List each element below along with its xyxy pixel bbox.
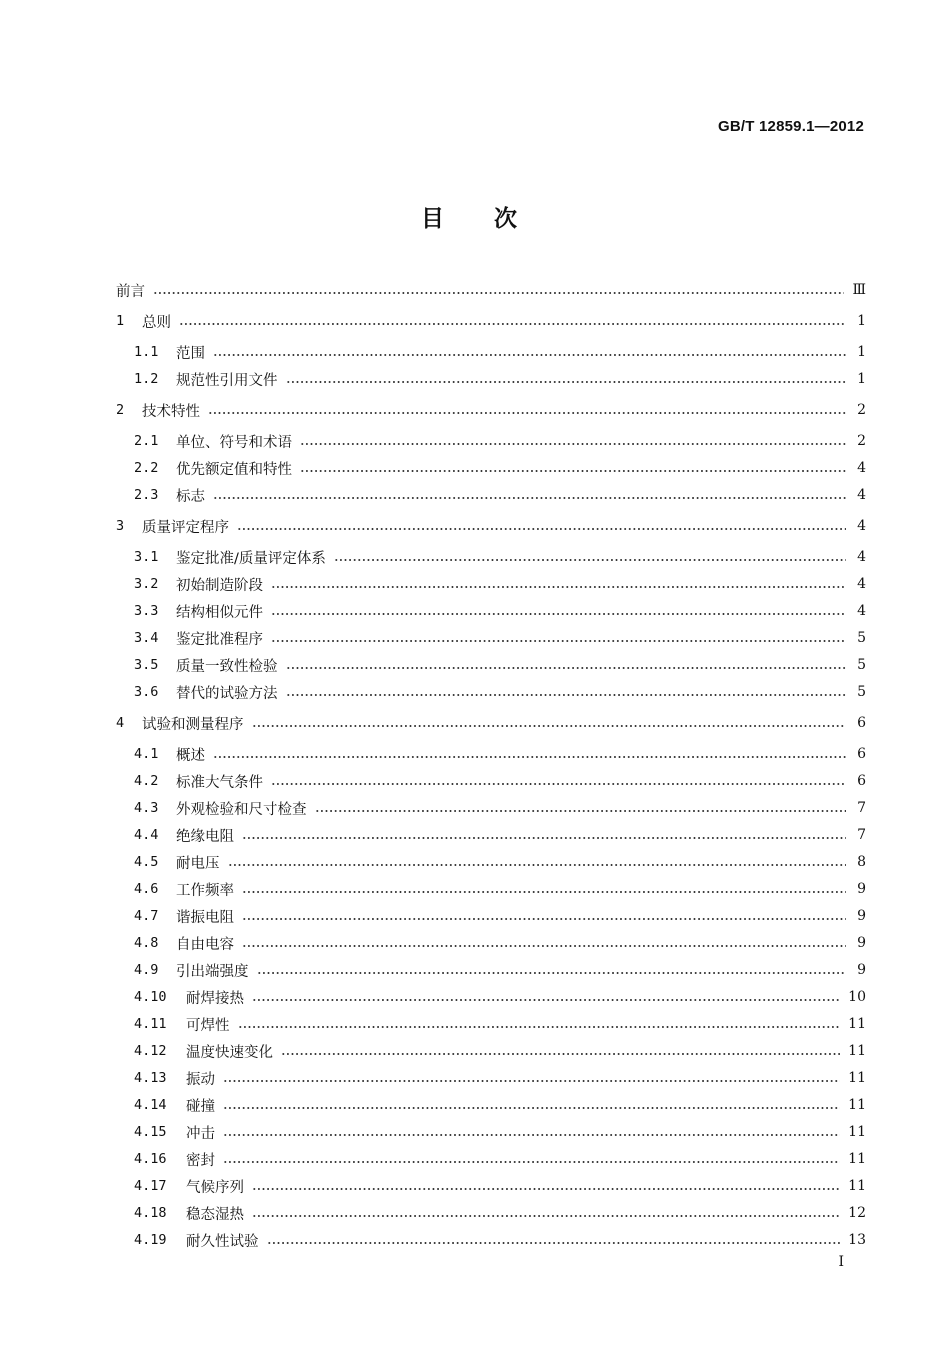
toc-entry-label: 温度快速变化 [186,1044,273,1061]
toc-entry-label: 鉴定批准程序 [176,631,263,648]
toc-entry-label: 单位、符号和术语 [176,434,292,451]
toc-entry-number: 2.3 [134,487,159,503]
toc-entry-page: 6 [857,773,866,789]
dot-leader [223,1107,840,1109]
toc-entry[interactable] [116,1066,866,1090]
toc-entry-number: 1.1 [134,344,159,360]
toc-entry-page: 7 [857,800,866,816]
toc-entry[interactable] [116,456,866,480]
toc-entry-page: 7 [857,827,866,843]
dot-leader [334,559,846,561]
toc-entry-label: 外观检验和尺寸检查 [176,801,307,818]
toc-entry-number: 4.11 [134,1016,167,1032]
toc-entry-page: 12 [848,1205,866,1221]
toc-entry[interactable] [116,1174,866,1198]
toc-entry-label: 标准大气条件 [176,774,263,791]
toc-entry[interactable] [116,429,866,453]
toc-entry-page: 13 [848,1232,866,1248]
toc-entry-label: 耐电压 [176,855,220,872]
toc-entry[interactable] [116,1120,866,1144]
toc-entry-label: 范围 [176,345,205,362]
toc-entry-number: 4.3 [134,800,159,816]
dot-leader [252,999,840,1001]
toc-entry[interactable] [116,398,866,422]
page-title: 目次 [421,206,567,232]
toc-entry-label: 规范性引用文件 [176,372,278,389]
toc-entry-page: 11 [848,1070,866,1086]
toc-entry-number: 3.2 [134,576,159,592]
toc-entry[interactable] [116,514,866,538]
toc-entry-number: 2.1 [134,433,159,449]
toc-entry-label: 工作频率 [176,882,234,899]
toc-entry-number: 4 [116,715,125,731]
dot-leader [286,381,847,383]
toc-entry-page: 10 [848,989,866,1005]
page-number: Ⅰ [838,1254,844,1270]
toc-entry-number: 4.5 [134,854,159,870]
dot-leader [213,354,846,356]
toc-entry-label: 技术特性 [142,403,200,420]
toc-entry-page: 4 [857,549,866,565]
dot-leader [300,443,846,445]
toc-entry[interactable] [116,958,866,982]
toc-entry-label: 耐久性试验 [186,1233,259,1250]
toc-entry-label: 总则 [142,314,171,331]
toc-entry-page: Ⅲ [852,282,866,298]
dot-leader [213,497,846,499]
toc-entry-number: 2.2 [134,460,159,476]
toc-entry-page: 11 [848,1178,866,1194]
dot-leader [242,945,846,947]
toc-entry-number: 3 [116,518,125,534]
toc-entry-number: 1.2 [134,371,159,387]
toc-entry[interactable] [116,1228,866,1252]
toc-entry-label: 振动 [186,1071,215,1088]
toc-entry-label: 耐焊接热 [186,990,244,1007]
toc-entry-label: 前言 [116,283,145,300]
dot-leader [223,1080,840,1082]
toc-entry-number: 4.13 [134,1070,167,1086]
toc-entry[interactable] [116,626,866,650]
toc-entry[interactable] [116,904,866,928]
toc-entry-number: 4.17 [134,1178,167,1194]
toc-entry-page: 11 [848,1043,866,1059]
toc-entry-page: 1 [857,313,866,329]
toc-entry-page: 5 [857,657,866,673]
toc-entry-label: 密封 [186,1152,215,1169]
toc-entry-label: 质量评定程序 [142,519,229,536]
toc-entry[interactable] [116,545,866,569]
toc-entry-number: 3.4 [134,630,159,646]
toc-entry-label: 绝缘电阻 [176,828,234,845]
toc-entry[interactable] [116,278,866,302]
toc-entry-number: 4.2 [134,773,159,789]
toc-entry-page: 5 [857,684,866,700]
toc-entry[interactable] [116,680,866,704]
toc-entry-label: 谐振电阻 [176,909,234,926]
toc-entry-page: 2 [857,433,866,449]
toc-entry-page: 4 [857,460,866,476]
toc-entry[interactable] [116,483,866,507]
toc-entry[interactable] [116,850,866,874]
dot-leader [213,756,846,758]
toc-entry[interactable] [116,599,866,623]
dot-leader [252,725,847,727]
dot-leader [153,292,844,294]
dot-leader [257,972,847,974]
dot-leader [286,694,847,696]
toc-entry-number: 3.6 [134,684,159,700]
toc-entry-label: 优先额定值和特性 [176,461,292,478]
dot-leader [208,412,846,414]
toc-entry[interactable] [116,796,866,820]
dot-leader [252,1215,840,1217]
toc-entry-label: 结构相似元件 [176,604,263,621]
toc-entry-label: 气候序列 [186,1179,244,1196]
dot-leader [271,783,846,785]
toc-entry-page: 1 [857,371,866,387]
toc-entry-number: 1 [116,313,125,329]
toc-entry[interactable] [116,1012,866,1036]
toc-entry-number: 4.8 [134,935,159,951]
dot-leader [286,667,847,669]
toc-entry-page: 11 [848,1097,866,1113]
toc-entry[interactable] [116,931,866,955]
toc-entry-label: 初始制造阶段 [176,577,263,594]
toc-entry-page: 11 [848,1151,866,1167]
dot-leader [271,586,846,588]
dot-leader [281,1053,840,1055]
dot-leader [242,837,846,839]
toc-entry-number: 4.18 [134,1205,167,1221]
toc-entry[interactable] [116,367,866,391]
toc-entry-number: 4.1 [134,746,159,762]
toc-entry-page: 2 [857,402,866,418]
toc-entry-page: 5 [857,630,866,646]
dot-leader [179,323,846,325]
toc-entry-label: 试验和测量程序 [142,716,244,733]
toc-entry-label: 替代的试验方法 [176,685,278,702]
toc-entry-number: 4.15 [134,1124,167,1140]
toc-entry-number: 4.10 [134,989,167,1005]
toc-entry[interactable] [116,653,866,677]
toc-entry-number: 4.6 [134,881,159,897]
toc-entry[interactable] [116,985,866,1009]
toc-entry-page: 9 [857,962,866,978]
toc-entry-number: 4.9 [134,962,159,978]
toc-entry-page: 4 [857,487,866,503]
dot-leader [271,613,846,615]
toc-entry-label: 可焊性 [186,1017,230,1034]
toc-entry-number: 2 [116,402,125,418]
standard-number: GB/T 12859.1—2012 [718,118,864,135]
toc-entry[interactable] [116,711,866,735]
toc-entry-number: 4.7 [134,908,159,924]
toc-entry[interactable] [116,742,866,766]
toc-entry-page: 9 [857,908,866,924]
toc-entry-page: 8 [857,854,866,870]
toc-entry-label: 碰撞 [186,1098,215,1115]
dot-leader [315,810,847,812]
toc-entry-number: 4.16 [134,1151,167,1167]
toc-entry-page: 6 [857,746,866,762]
dot-leader [252,1188,840,1190]
dot-leader [223,1134,840,1136]
toc-entry[interactable] [116,1201,866,1225]
dot-leader [237,528,846,530]
dot-leader [271,640,846,642]
toc-entry-number: 3.3 [134,603,159,619]
toc-entry-number: 4.4 [134,827,159,843]
toc-entry-page: 11 [848,1016,866,1032]
toc-entry-label: 稳态湿热 [186,1206,244,1223]
toc-entry-number: 3.5 [134,657,159,673]
dot-leader [242,891,846,893]
toc-entry-page: 9 [857,881,866,897]
toc-entry-label: 鉴定批准/质量评定体系 [176,550,326,567]
toc-entry-number: 3.1 [134,549,159,565]
toc-entry-number: 4.19 [134,1232,167,1248]
toc-entry[interactable] [116,769,866,793]
toc-entry[interactable] [116,572,866,596]
toc-entry[interactable] [116,1093,866,1117]
toc-entry[interactable] [116,340,866,364]
toc-entry-page: 11 [848,1124,866,1140]
toc-entry[interactable] [116,823,866,847]
toc-entry-number: 4.12 [134,1043,167,1059]
dot-leader [228,864,847,866]
toc-entry-page: 4 [857,603,866,619]
dot-leader [238,1026,841,1028]
toc-entry[interactable] [116,1039,866,1063]
toc-entry[interactable] [116,877,866,901]
dot-leader [223,1161,840,1163]
toc-entry-label: 冲击 [186,1125,215,1142]
toc-entry-label: 质量一致性检验 [176,658,278,675]
toc-entry-label: 概述 [176,747,205,764]
toc-entry-page: 4 [857,576,866,592]
toc-entry-page: 1 [857,344,866,360]
toc-entry-number: 4.14 [134,1097,167,1113]
dot-leader [242,918,846,920]
dot-leader [300,470,846,472]
toc-entry-label: 引出端强度 [176,963,249,980]
toc-entry-label: 标志 [176,488,205,505]
toc-entry[interactable] [116,309,866,333]
toc-entry[interactable] [116,1147,866,1171]
toc-entry-page: 6 [857,715,866,731]
toc-entry-page: 9 [857,935,866,951]
toc-entry-label: 自由电容 [176,936,234,953]
dot-leader [267,1242,841,1244]
toc-entry-page: 4 [857,518,866,534]
